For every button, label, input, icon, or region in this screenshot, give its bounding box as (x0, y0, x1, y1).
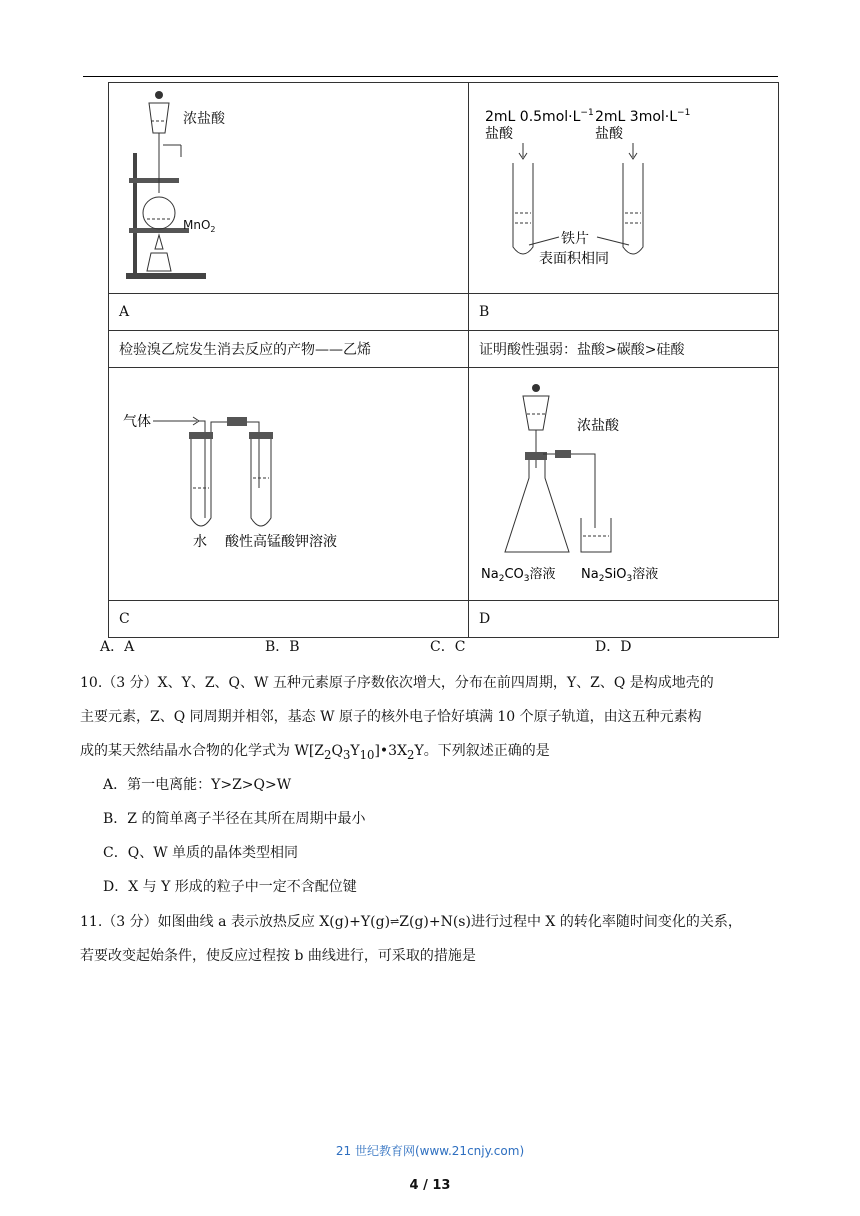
cell-b-diagram (469, 83, 779, 294)
q9-option-b[interactable]: B．B (265, 639, 300, 655)
right-tube-acid-label: 盐酸 (595, 126, 623, 142)
iron-hcl-tubes (469, 83, 778, 289)
kmno4-label: 酸性高锰酸钾溶液 (225, 534, 337, 550)
cell-c-diagram (109, 368, 469, 601)
gas-label: 气体 (123, 414, 151, 430)
q10-option-b[interactable]: B．Z 的简单离子半径在其所在周期中最小 (103, 811, 366, 827)
question-9-options (100, 636, 760, 656)
left-tube-acid-label: 盐酸 (485, 126, 513, 142)
q10-option-d[interactable]: D．X 与 Y 形成的粒子中一定不含配位键 (103, 879, 357, 895)
q11-line-2: 若要改变起始条件，使反应过程按 b 曲线进行，可采取的措施是 (80, 948, 476, 964)
q9-option-d[interactable]: D．D (595, 639, 632, 655)
right-tube-conc-label: 2mL $3mol\cdot L^{-1}$ (595, 108, 691, 125)
q10-line-2: 主要元素，Z、Q 同周期并相邻，基态 W 原子的核外电子恰好填满 10 个原子轨道，由这五种元素构 (80, 709, 702, 725)
cell-a-diagram (109, 83, 469, 294)
mno2-label: MnO$_2$ (183, 218, 216, 234)
iron-sheet-label: 铁片 (561, 231, 589, 247)
na2sio3-label: $Na_2SiO_3$溶液 (581, 567, 659, 584)
acid-strength-apparatus (469, 368, 778, 596)
footer-source-link[interactable]: 21 世纪教育网(www.21cnjy.com) (335, 1144, 525, 1158)
cell-d-description: 证明酸性强弱：盐酸>碳酸>硅酸 (469, 331, 779, 368)
cell-d-diagram (469, 368, 779, 601)
q10-line-3: 成的某天然结晶水合物的化学式为 $W[Z_2Q_3Y_{10}]•3X_2Y$。下列叙述正确的是 (80, 743, 550, 762)
q11-line-1: 11.（3 分）如图曲线 a 表示放热反应 X(g)+Y(g)⇌Z(g)+N(s)进行过程中 X 的转化率随时间变化的关系， (80, 914, 742, 930)
cell-c-description: 检验溴乙烷发生消去反应的产物——乙烯 (109, 331, 469, 368)
q10-line-1: 10.（3 分）X、Y、Z、Q、W 五种元素原子序数依次增大，分布在前四周期，Y、Z、Q 是构成地壳的 (80, 675, 714, 691)
chlorine-generator-apparatus (109, 83, 468, 289)
cell-d-label: D (469, 601, 779, 638)
header-rule (83, 76, 778, 77)
na2co3-label: $Na_2CO_3$溶液 (481, 567, 556, 584)
same-area-label: 表面积相同 (539, 251, 609, 267)
cell-b-label: B (469, 294, 779, 331)
cell-c-label: C (109, 601, 469, 638)
question-9-options-table (108, 82, 779, 638)
left-tube-conc-label: 2mL $0.5mol\cdot L^{-1}$ (485, 108, 594, 125)
page-number: 4 / 13 (409, 1178, 451, 1193)
conc-hcl-label: 浓盐酸 (183, 111, 225, 127)
cell-a-label: A (109, 294, 469, 331)
water-label: 水 (193, 534, 207, 550)
q10-option-a[interactable]: A．第一电离能：Y>Z>Q>W (103, 777, 292, 793)
d-conc-hcl-label: 浓盐酸 (577, 418, 619, 434)
q10-option-c[interactable]: C．Q、W 单质的晶体类型相同 (103, 845, 299, 861)
q9-option-a[interactable]: A．A (100, 639, 135, 655)
ethylene-test-apparatus (109, 368, 468, 596)
question-11-stem (80, 905, 780, 973)
question-10-stem (80, 666, 780, 772)
equilibrium-arrow-icon: ⇌ (390, 915, 400, 928)
q9-option-c[interactable]: C．C (430, 639, 466, 655)
